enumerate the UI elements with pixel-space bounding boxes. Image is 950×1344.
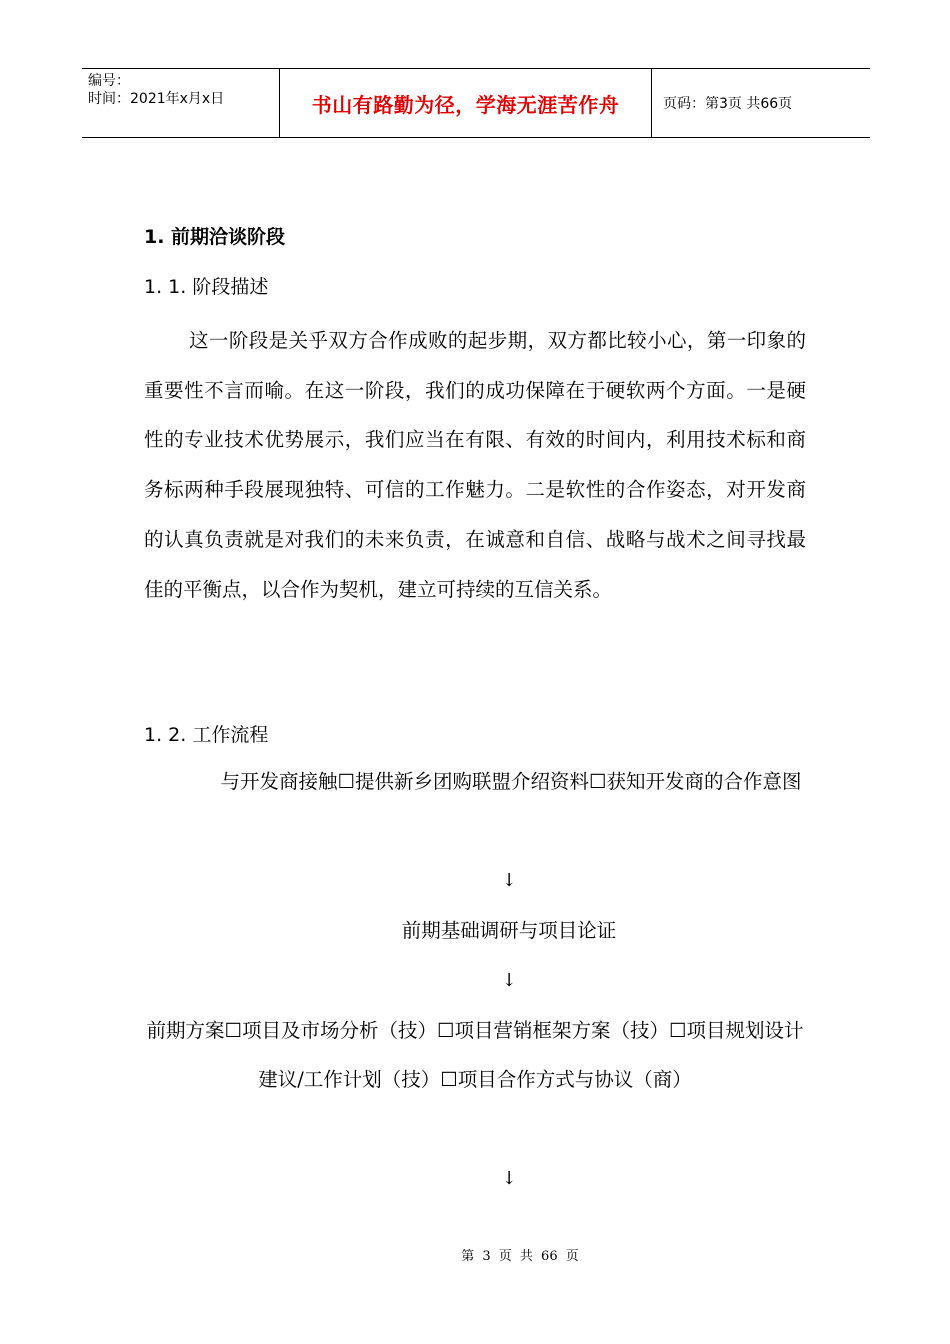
subsection-heading-description: 1. 1. 阶段描述 <box>144 276 269 298</box>
time-label: 时间：2021年x月x日 <box>88 91 225 107</box>
page-footer: 第 3 页 共 66 页 <box>461 1249 579 1264</box>
flow-step-proposal: 前期方案☐项目及市场分析（技）☐项目营销框架方案（技）☐项目规划设计建议/工作计划（技）☐项目合作方式与协议（商） <box>146 1019 804 1091</box>
flow-arrow-1: ↓ <box>501 870 517 891</box>
section-heading: 1. 前期洽谈阶段 <box>144 226 286 248</box>
flow-step-contact: 与开发商接触☐提供新乡团购联盟介绍资料☐获知开发商的合作意图 <box>220 770 802 793</box>
number-label: 编号： <box>88 73 130 89</box>
subsection-heading-workflow: 1. 2. 工作流程 <box>144 724 269 746</box>
stage-description-paragraph: 这一阶段是关乎双方合作成败的起步期，双方都比较小心，第一印象的重要性不言而喻。在这一阶段，我们的成功保障在于硬软两个方面。一是硬性的专业技术优势展示，我们应当在有限、有效的时间内，利用技术标和商务标两种手段展现独特、可信的工作魅力。二是软性的合作姿态，对开发商的认真负责就是对我们的未来负责，在诚意和自信、战略与战术之间寻找最佳的平衡点，以合作为契机，建立可持续的互信关系。 <box>144 329 806 601</box>
flow-arrow-2: ↓ <box>501 970 517 991</box>
header-page-info: 页码：第3页 共66页 <box>663 96 793 112</box>
header-meta <box>82 69 280 137</box>
flow-arrow-3: ↓ <box>501 1168 517 1189</box>
page-header <box>82 68 870 138</box>
flow-step-research: 前期基础调研与项目论证 <box>401 919 617 942</box>
header-motto: 书山有路勤为径，学海无涯苦作舟 <box>280 69 652 137</box>
